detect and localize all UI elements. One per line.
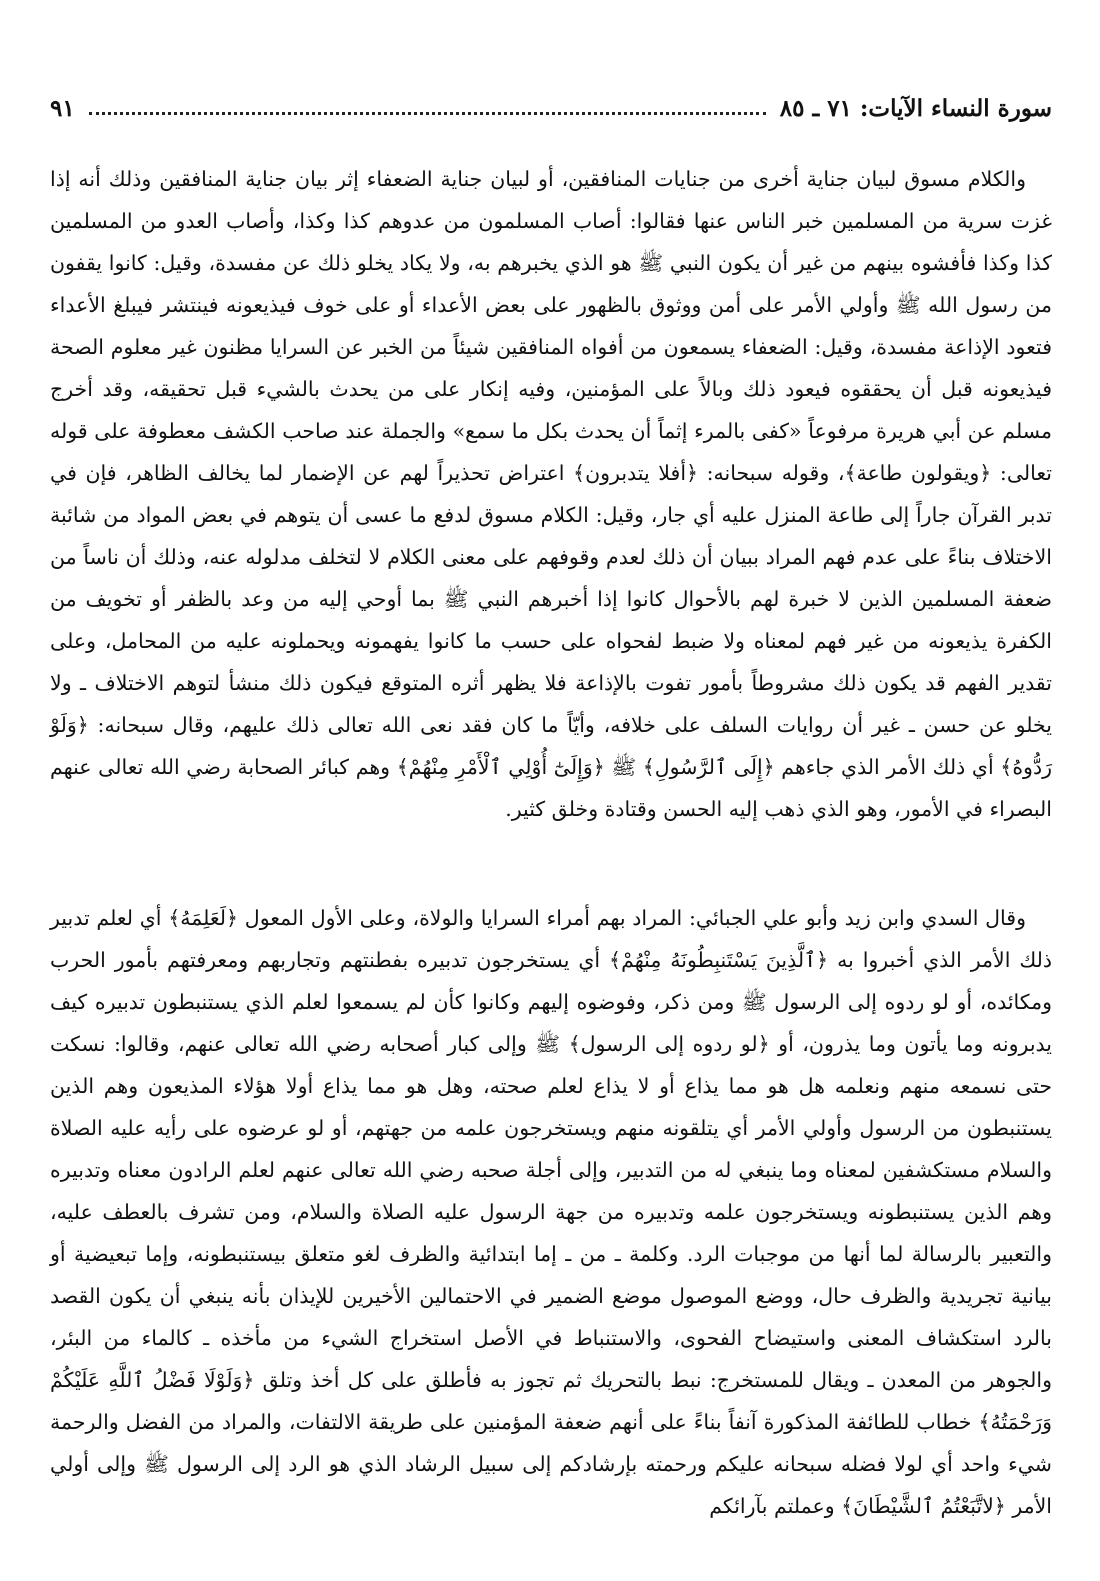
chapter-title: سورة النساء الآيات: ٧١ ـ ٨٥ — [779, 94, 1052, 122]
document-page — [50, 0, 1052, 1581]
paragraph: والكلام مسوق لبيان جناية أخرى من جنايات المنافقين، أو لبيان جناية الضعفاء إثر بيان جناية المنافقين وذلك أنه إذا غزت سرية من المسلمين خبر الناس عنها فقالوا: أصاب المسلمون من عدوهم كذا وكذا، وأصاب العدو من المسلمين كذا وكذا فأفشوه بينهم من غير أن يكون النبي ﷺ هو الذي يخبرهم به، ولا يكاد يخلو ذلك عن مفسدة، وقيل: كانوا يقفون من رسول الله ﷺ وأولي الأمر على أمن ووثوق بالظهور على بعض الأعداء أو على خوف فيذيعونه فينتشر فيبلغ الأعداء فتعود الإذاعة مفسدة، وقيل: الضعفاء يسمعون من أفواه المنافقين شيئاً من الخبر عن السرايا مظنون غير معلوم الصحة فيذيعونه قبل أن يحققوه فيعود ذلك وبالاً على المؤمنين، وفيه إنكار على من يحدث بالشيء قبل تحقيقه، وقد أخرج مسلم عن أبي هريرة مرفوعاً «كفى بالمرء إثماً أن يحدث بكل ما سمع» والجملة عند صاحب الكشف معطوفة على قوله تعالى: ﴿ويقولون طاعة﴾، وقوله سبحانه: ﴿أفلا يتدبرون﴾ اعتراض تحذيراً لهم عن الإضمار لما يخالف الظاهر، فإن في تدبر القرآن جاراً إلى طاعة المنزل عليه أي جار، وقيل: الكلام مسوق لدفع ما عسى أن يتوهم في بعض المواد من شائبة الاختلاف بناءً على عدم فهم المراد ببيان أن ذلك لعدم وقوفهم على معنى الكلام لا لتخلف مدلوله عنه، وذلك أن ناساً من ضعفة المسلمين الذين لا خبرة لهم بالأحوال كانوا إذا أخبرهم النبي ﷺ بما أوحي إليه من وعد بالظفر أو تخويف من الكفرة يذيعونه من غير فهم لمعناه ولا ضبط لفحواه على حسب ما كانوا يفهمونه ويحملونه عليه من المحامل، وعلى تقدير الفهم قد يكون ذلك مشروطاً بأمور تفوت بالإذاعة فلا يظهر أثره المتوقع فيكون ذلك منشأ لتوهم الاختلاف ـ ولا يخلو عن حسن ـ غير أن روايات السلف على خلافه، وأيّاً ما كان فقد نعى الله تعالى ذلك عليهم، وقال سبحانه: ﴿وَلَوْ رَدُّوهُ﴾ أي ذلك الأمر الذي جاءهم ﴿إِلَى ٱلرَّسُولِ﴾ ﷺ ﴿وَإِلَىٰٓ أُوْلِي ٱلْأَمْرِ مِنْهُمْ﴾ وهم كبائر الصحابة رضي الله تعالى عنهم البصراء في الأمور، وهو الذي ذهب إليه الحسن وقتادة وخلق كثير. — [50, 167, 1052, 821]
paragraph: وقال السدي وابن زيد وأبو علي الجبائي: المراد بهم أمراء السرايا والولاة، وعلى الأول المعول ﴿لَعَلِمَهُ﴾ أي لعلم تدبير ذلك الأمر الذي أخبروا به ﴿ٱلَّذِينَ يَسْتَنبِطُونَهُ مِنْهُمْ﴾ أي يستخرجون تدبيره بفطنتهم وتجاربهم ومعرفتهم بأمور الحرب ومكائده، أو لو ردوه إلى الرسول ﷺ ومن ذكر، وفوضوه إليهم وكانوا كأن لم يسمعوا لعلم الذي يستنبطون تدبيره كيف يدبرونه وما يأتون وما يذرون، أو ﴿لو ردوه إلى الرسول﴾ ﷺ وإلى كبار أصحابه رضي الله تعالى عنهم، وقالوا: نسكت حتى نسمعه منهم ونعلمه هل هو مما يذاع أو لا يذاع لعلم صحته، وهل هو مما يذاع أولا هؤلاء المذيعون وهم الذين يستنبطون من الرسول وأولي الأمر أي يتلقونه منهم ويستخرجون علمه من جهتهم، أو لو عرضوه على رأيه عليه الصلاة والسلام مستكشفين لمعناه وما ينبغي له من التدبير، وإلى أجلة صحبه رضي الله تعالى عنهم لعلم الرادون معناه وتدبيره وهم الذين يستنبطونه ويستخرجون علمه وتدبيره من جهة الرسول عليه الصلاة والسلام، ومن تشرف بالعطف عليه، والتعبير بالرسالة لما أنها من موجبات الرد. وكلمة ـ من ـ إما ابتدائية والظرف لغو متعلق بيستنبطونه، وإما تبعيضية أو بيانية تجريدية والظرف حال، ووضع الموصول موضع الضمير في الاحتمالين الأخيرين للإيذان بأنه ينبغي أن يكون القصد بالرد استكشاف المعنى واستيضاح الفحوى، والاستنباط في الأصل استخراج الشيء من مأخذه ـ كالماء من البئر، والجوهر من المعدن ـ ويقال للمستخرج: نبط بالتحريك ثم تجوز به فأطلق على كل أخذ وتلق ﴿وَلَوْلَا فَضْلُ ٱللَّهِ عَلَيْكُمْ وَرَحْمَتُهُ﴾ خطاب للطائفة المذكورة آنفاً بناءً على أنهم ضعفة المؤمنين على طريقة الالتفات، والمراد من الفضل والرحمة شيء واحد أي لولا فضله سبحانه عليكم ورحمته بإرشادكم إلى سبيل الرشاد الذي هو الرد إلى الرسول ﷺ وإلى أولي الأمر ﴿لاتَّبَعْتُمُ ٱلشَّيْطَانَ﴾ وعملتم بآرائكم — [50, 906, 1052, 1518]
dotted-leader — [89, 112, 766, 115]
page-number: ٩١ — [50, 94, 75, 122]
running-header — [50, 88, 1052, 128]
